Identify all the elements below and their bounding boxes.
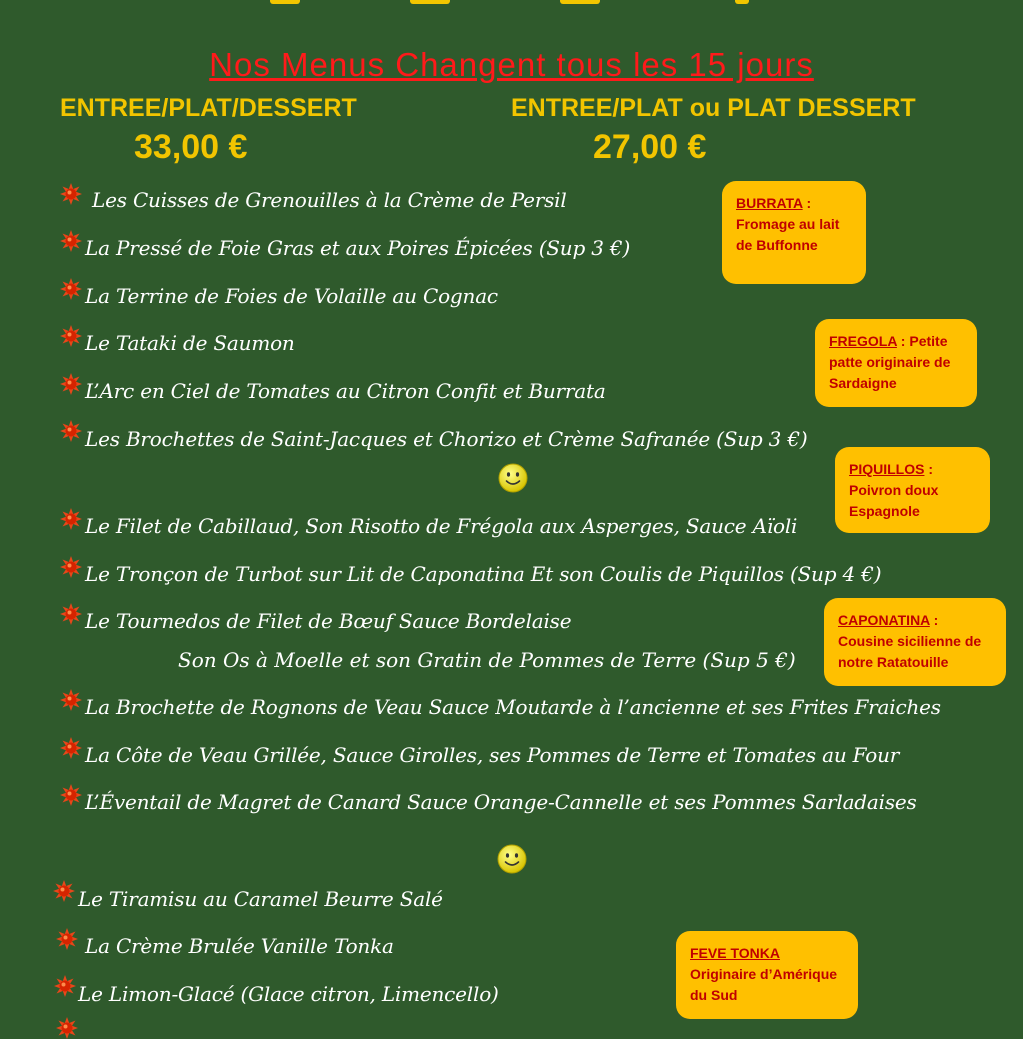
menu-item: La Crème Brulée Vanille Tonka [85, 934, 394, 958]
red-star-bullet-icon [56, 928, 78, 950]
menu-item: L’Éventail de Magret de Canard Sauce Orange-Cannelle et ses Pommes Sarladaises [85, 790, 917, 814]
red-star-bullet-icon [60, 325, 82, 347]
formula-price: 33,00 € [134, 128, 248, 166]
menu-item: Le Tiramisu au Caramel Beurre Salé [78, 887, 443, 911]
menu-headline: Nos Menus Changent tous les 15 jours [209, 46, 814, 83]
menu-item: Le Tournedos de Filet de Bœuf Sauce Bordelaise [85, 609, 572, 633]
menu-item: Le Filet de Cabillaud, Son Risotto de Frégola aux Asperges, Sauce Aïoli [85, 514, 798, 538]
red-star-bullet-icon [60, 230, 82, 252]
formula-name: ENTREE/PLAT/DESSERT [60, 94, 357, 122]
note-text: Originaire d’Amérique du Sud [690, 966, 838, 1003]
formula-price: 27,00 € [593, 128, 707, 166]
note-piquillos: PIQUILLOS : Poivron doux Espagnole [835, 447, 990, 533]
menu-item: La Pressé de Foie Gras et aux Poires Épicées (Sup 3 €) [85, 236, 631, 260]
red-star-bullet-icon [60, 737, 82, 759]
note-term: FEVE TONKA [690, 945, 780, 961]
red-star-bullet-icon [60, 603, 82, 625]
note-term: BURRATA [736, 195, 803, 211]
menu-item-continuation: Son Os à Moelle et son Gratin de Pommes de Terre (Sup 5 €) [178, 648, 796, 672]
red-star-bullet-icon [60, 183, 82, 205]
note-fregola: FREGOLA : Petite patte originaire de Sardaigne [815, 319, 977, 407]
red-star-bullet-icon [54, 975, 76, 997]
note-term: FREGOLA [829, 333, 897, 349]
note-feve-tonka [676, 931, 858, 1019]
note-burrata: BURRATA : Fromage au lait de Buffonne [722, 181, 866, 284]
note-text: Cousine sicilienne de notre Ratatouille [838, 633, 982, 670]
menu-item: Le Limon-Glacé (Glace citron, Limencello) [78, 982, 499, 1006]
red-star-bullet-icon [56, 1017, 78, 1039]
red-star-bullet-icon [60, 278, 82, 300]
menu-item: La Côte de Veau Grillée, Sauce Girolles, ses Pommes de Terre et Tomates au Four [85, 743, 900, 767]
note-text: Petite patte originaire de Sardaigne [829, 333, 951, 391]
red-star-bullet-icon [60, 373, 82, 395]
formula-three-courses [60, 94, 357, 166]
red-star-bullet-icon [60, 689, 82, 711]
note-caponatina: CAPONATINA : Cousine sicilienne de notre Ratatouille [824, 598, 1006, 686]
smiley-face-icon [497, 844, 527, 874]
note-text: Fromage au lait de Buffonne [736, 216, 840, 253]
menu-item: La Terrine de Foies de Volaille au Cognac [85, 284, 498, 308]
menu-item: Les Brochettes de Saint-Jacques et Chorizo et Crème Safranée (Sup 3 €) [85, 427, 808, 451]
cut-off-header-text [0, 0, 1023, 6]
smiley-face-icon [498, 463, 528, 493]
menu-item: Le Tataki de Saumon [85, 331, 295, 355]
note-text: Poivron doux Espagnole [849, 482, 939, 519]
menu-item: L’Arc en Ciel de Tomates au Citron Confit et Burrata [85, 379, 606, 403]
formula-two-courses [511, 94, 916, 166]
menu-item: Le Tronçon de Turbot sur Lit de Caponatina Et son Coulis de Piquillos (Sup 4 €) [85, 562, 882, 586]
red-star-bullet-icon [60, 508, 82, 530]
note-term: PIQUILLOS [849, 461, 925, 477]
note-term: CAPONATINA [838, 612, 930, 628]
red-star-bullet-icon [53, 880, 75, 902]
menu-item: La Brochette de Rognons de Veau Sauce Moutarde à l’ancienne et ses Frites Fraiches [85, 695, 941, 719]
red-star-bullet-icon [60, 556, 82, 578]
red-star-bullet-icon [60, 420, 82, 442]
red-star-bullet-icon [60, 784, 82, 806]
menu-item: Les Cuisses de Grenouilles à la Crème de Persil [92, 188, 567, 212]
formula-name: ENTREE/PLAT ou PLAT DESSERT [511, 94, 916, 122]
